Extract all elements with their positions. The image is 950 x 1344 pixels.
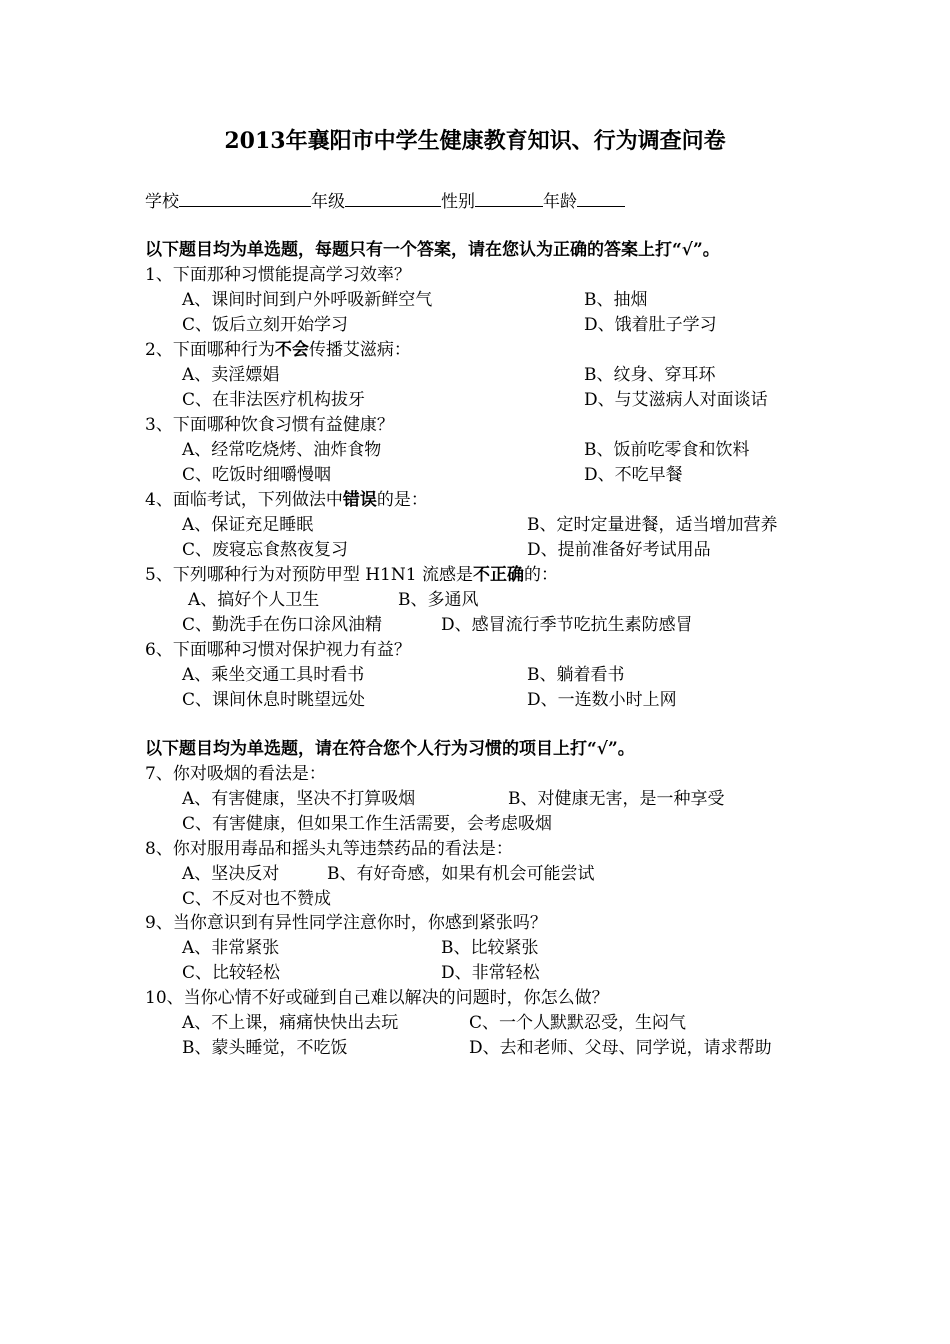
q2-option-b[interactable]: B、纹身、穿耳环 xyxy=(584,365,716,385)
grade-blank[interactable] xyxy=(345,190,441,207)
q5-stem-emphasis: 不正确 xyxy=(472,565,524,585)
q3-option-b[interactable]: B、饭前吃零食和饮料 xyxy=(584,440,750,460)
info-line xyxy=(145,190,625,213)
q9-option-a[interactable]: A、非常紧张 xyxy=(182,938,280,958)
section1-instruction: 以下题目均为单选题，每题只有一个答案，请在您认为正确的答案上打“√”。 xyxy=(145,240,720,260)
q10-option-a[interactable]: A、不上课，痛痛快快出去玩 xyxy=(182,1013,399,1033)
q2-stem-emphasis: 不会 xyxy=(274,340,309,360)
q5-option-d[interactable]: D、感冒流行季节吃抗生素防感冒 xyxy=(441,615,693,635)
q8-option-b[interactable]: B、有好奇感，如果有机会可能尝试 xyxy=(327,864,595,884)
gender-blank[interactable] xyxy=(475,190,543,207)
q4-stem-post: 的是： xyxy=(376,490,428,510)
q2-stem xyxy=(145,339,411,361)
school-label: 学校 xyxy=(145,192,179,212)
q6-stem: 6、下面哪种习惯对保护视力有益？ xyxy=(145,640,411,660)
q2-option-c[interactable]: C、在非法医疗机构拔牙 xyxy=(182,390,366,410)
q7-stem: 7、你对吸烟的看法是： xyxy=(145,764,326,784)
q5-stem-post: 的： xyxy=(523,565,558,585)
age-blank[interactable] xyxy=(577,190,625,207)
q9-option-c[interactable]: C、比较轻松 xyxy=(182,963,281,983)
gender-label: 性别 xyxy=(441,192,475,212)
q8-stem: 8、你对服用毒品和摇头丸等违禁药品的看法是： xyxy=(145,839,513,859)
q4-stem-pre: 4、面临考试，下列做法中 xyxy=(145,490,343,510)
age-label: 年龄 xyxy=(543,192,577,212)
q8-option-c[interactable]: C、不反对也不赞成 xyxy=(182,889,332,909)
q9-option-b[interactable]: B、比较紧张 xyxy=(441,938,539,958)
q1-option-a[interactable]: A、课间时间到户外呼吸新鲜空气 xyxy=(182,290,433,310)
q10-option-d[interactable]: D、去和老师、父母、同学说，请求帮助 xyxy=(469,1038,772,1058)
q2-option-a[interactable]: A、卖淫嫖娼 xyxy=(182,365,280,385)
q7-option-b[interactable]: B、对健康无害，是一种享受 xyxy=(508,789,725,809)
q3-option-d[interactable]: D、不吃早餐 xyxy=(584,465,683,485)
q1-stem: 1、下面那种习惯能提高学习效率？ xyxy=(145,265,411,285)
q4-option-c[interactable]: C、废寝忘食熬夜复习 xyxy=(182,540,349,560)
q4-option-b[interactable]: B、定时定量进餐，适当增加营养 xyxy=(527,515,778,535)
q1-option-d[interactable]: D、饿着肚子学习 xyxy=(584,315,717,335)
q2-stem-post: 传播艾滋病： xyxy=(308,340,411,360)
q7-option-a[interactable]: A、有害健康，坚决不打算吸烟 xyxy=(182,789,416,809)
q6-option-c[interactable]: C、课间休息时眺望远处 xyxy=(182,690,366,710)
q10-option-c[interactable]: C、一个人默默忍受，生闷气 xyxy=(469,1013,687,1033)
q5-stem-pre: 5、下列哪种行为对预防甲型 H1N1 流感是 xyxy=(145,565,473,585)
q3-option-a[interactable]: A、经常吃烧烤、油炸食物 xyxy=(182,440,382,460)
page-title: 2013年襄阳市中学生健康教育知识、行为调查问卷 xyxy=(224,128,726,154)
q1-option-b[interactable]: B、抽烟 xyxy=(584,290,648,310)
q2-stem-pre: 2、下面哪种行为 xyxy=(145,340,275,360)
q10-stem: 10、当你心情不好或碰到自己难以解决的问题时，你怎么做？ xyxy=(145,988,609,1008)
q5-option-a[interactable]: A、搞好个人卫生 xyxy=(188,590,320,610)
q4-stem-emphasis: 错误 xyxy=(342,490,377,510)
q8-option-a[interactable]: A、坚决反对 xyxy=(182,864,280,884)
q6-option-a[interactable]: A、乘坐交通工具时看书 xyxy=(182,665,365,685)
q3-stem: 3、下面哪种饮食习惯有益健康？ xyxy=(145,415,394,435)
q9-stem: 9、当你意识到有异性同学注意你时，你感到紧张吗？ xyxy=(145,913,547,933)
q5-option-c[interactable]: C、勤洗手在伤口涂风油精 xyxy=(182,615,383,635)
q2-option-d[interactable]: D、与艾滋病人对面谈话 xyxy=(584,390,768,410)
q7-option-c[interactable]: C、有害健康，但如果工作生活需要，会考虑吸烟 xyxy=(182,814,553,834)
q1-option-c[interactable]: C、饭后立刻开始学习 xyxy=(182,315,349,335)
q6-option-b[interactable]: B、躺着看书 xyxy=(527,665,625,685)
grade-label: 年级 xyxy=(311,192,345,212)
q10-option-b[interactable]: B、蒙头睡觉，不吃饭 xyxy=(182,1038,348,1058)
q5-stem xyxy=(145,564,558,586)
q4-option-d[interactable]: D、提前准备好考试用品 xyxy=(527,540,711,560)
school-blank[interactable] xyxy=(179,190,311,207)
q5-option-b[interactable]: B、多通风 xyxy=(398,590,479,610)
section2-instruction: 以下题目均为单选题，请在符合您个人行为习惯的项目上打“√”。 xyxy=(145,739,635,759)
q4-stem xyxy=(145,489,428,511)
q9-option-d[interactable]: D、非常轻松 xyxy=(441,963,540,983)
q4-option-a[interactable]: A、保证充足睡眠 xyxy=(182,515,314,535)
q6-option-d[interactable]: D、一连数小时上网 xyxy=(527,690,677,710)
q3-option-c[interactable]: C、吃饭时细嚼慢咽 xyxy=(182,465,332,485)
